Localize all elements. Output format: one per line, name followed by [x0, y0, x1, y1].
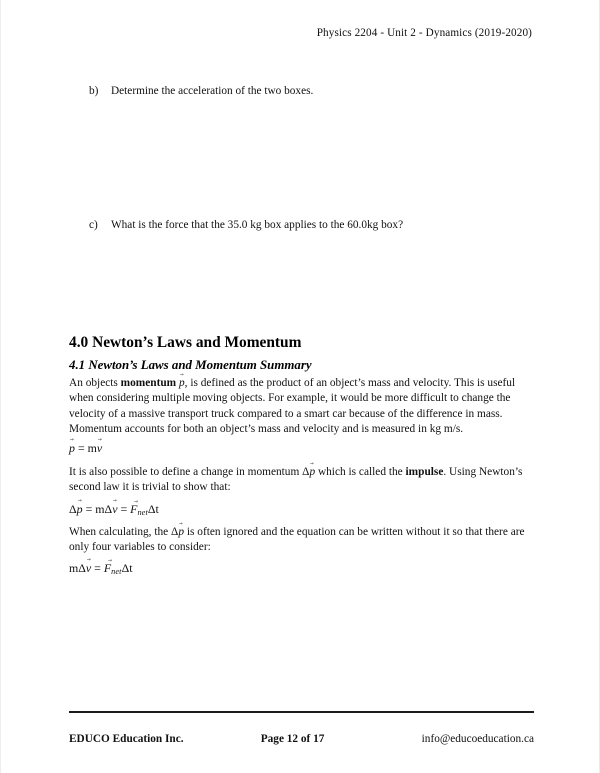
page-header	[69, 27, 532, 40]
question-text-c: What is the force that the 35.0 kg box applies to the 60.0kg box?	[111, 219, 404, 231]
equation-3-subscript-net: net	[111, 566, 122, 576]
equation-2-time: t	[155, 502, 159, 516]
equation-3-delta-2: Δ	[121, 561, 130, 575]
equation-2-equals-1: =	[85, 502, 93, 516]
question-text-b: Determine the acceleration of the two boxes.	[111, 85, 314, 97]
paragraph-3-text-lead: When calculating, the Δ	[69, 526, 179, 538]
equation-1-equals: =	[77, 441, 85, 455]
equation-2-vector-p: p →	[77, 502, 83, 517]
vector-symbol-p: p →	[179, 376, 185, 391]
footer-company-name: EDUCO Education Inc.	[69, 733, 184, 745]
footer-divider	[69, 711, 534, 713]
paragraph-1-text-rest: , is defined as the product of an object’s mass and velocity. This is useful when considering multiple moving objects. For example, it would be more difficult to change the velocity of a massive transport truck compared to a smart car because of the difference in mass. Momentum accounts for both an object’s mass and velocity and is measured in kg m/s.	[69, 377, 516, 436]
footer-contact-email: info@educoeducation.ca	[421, 733, 534, 745]
paragraph-four-variables	[69, 525, 535, 556]
equation-2-equals-2: =	[120, 502, 128, 516]
section-heading: 4.0 Newton’s Laws and Momentum	[69, 334, 302, 351]
question-item-b	[89, 84, 532, 99]
paragraph-2-text-rest: . Using Newton’s second law it is trivial to show that:	[69, 466, 523, 494]
equation-1-vector-p: p →	[69, 441, 75, 456]
equation-1-vector-v: v →	[97, 441, 102, 456]
question-item-c	[89, 218, 532, 233]
equation-2-subscript-net: net	[137, 507, 148, 517]
paragraph-3-text-rest: is often ignored and the equation can be written without it so that there are only four variables to consider:	[69, 526, 525, 554]
equation-3-vector-f: F →	[104, 561, 111, 576]
paragraph-2-text-lead: It is also possible to define a change in momentum Δ	[69, 466, 310, 478]
equation-3-time: t	[129, 561, 133, 575]
equation-impulse	[69, 502, 535, 519]
equation-1-mass: m	[87, 441, 97, 455]
section-subheading: 4.1 Newton’s Laws and Momentum Summary	[69, 358, 312, 372]
paragraph-impulse-definition	[69, 465, 535, 496]
question-label-b: b)	[89, 85, 99, 97]
header-title: Physics 2204 - Unit 2 - Dynamics (2019-2020)	[316, 27, 532, 39]
equation-2-delta-2: Δ	[104, 502, 113, 516]
equation-2-delta-3: Δ	[147, 502, 156, 516]
paragraph-2-vector-p: p →	[309, 465, 315, 480]
paragraph-1-text-lead: An objects	[69, 377, 121, 389]
equation-2-mass: m	[95, 502, 105, 516]
equation-3-delta-1: Δ	[78, 561, 86, 575]
paragraph-2-bold-impulse: impulse	[405, 466, 444, 478]
equation-3-vector-v: v →	[86, 561, 91, 576]
page-footer	[69, 733, 534, 745]
equation-2-vector-f: F →	[130, 502, 137, 517]
equation-2-delta-1: Δ	[69, 502, 77, 516]
equation-3-equals: =	[94, 561, 101, 575]
footer-page-number: Page 12 of 17	[260, 733, 325, 745]
paragraph-momentum-definition	[69, 376, 535, 438]
equation-four-variable-form	[69, 561, 535, 578]
paragraph-2-text-mid: which is called the	[315, 466, 406, 478]
question-label-c: c)	[89, 219, 98, 231]
equation-2-vector-v: v →	[112, 502, 117, 517]
paragraph-3-vector-p: p →	[178, 525, 184, 540]
equation-momentum	[69, 441, 535, 456]
paragraph-1-bold-momentum: momentum	[120, 377, 177, 389]
equation-3-mass: m	[69, 561, 79, 575]
